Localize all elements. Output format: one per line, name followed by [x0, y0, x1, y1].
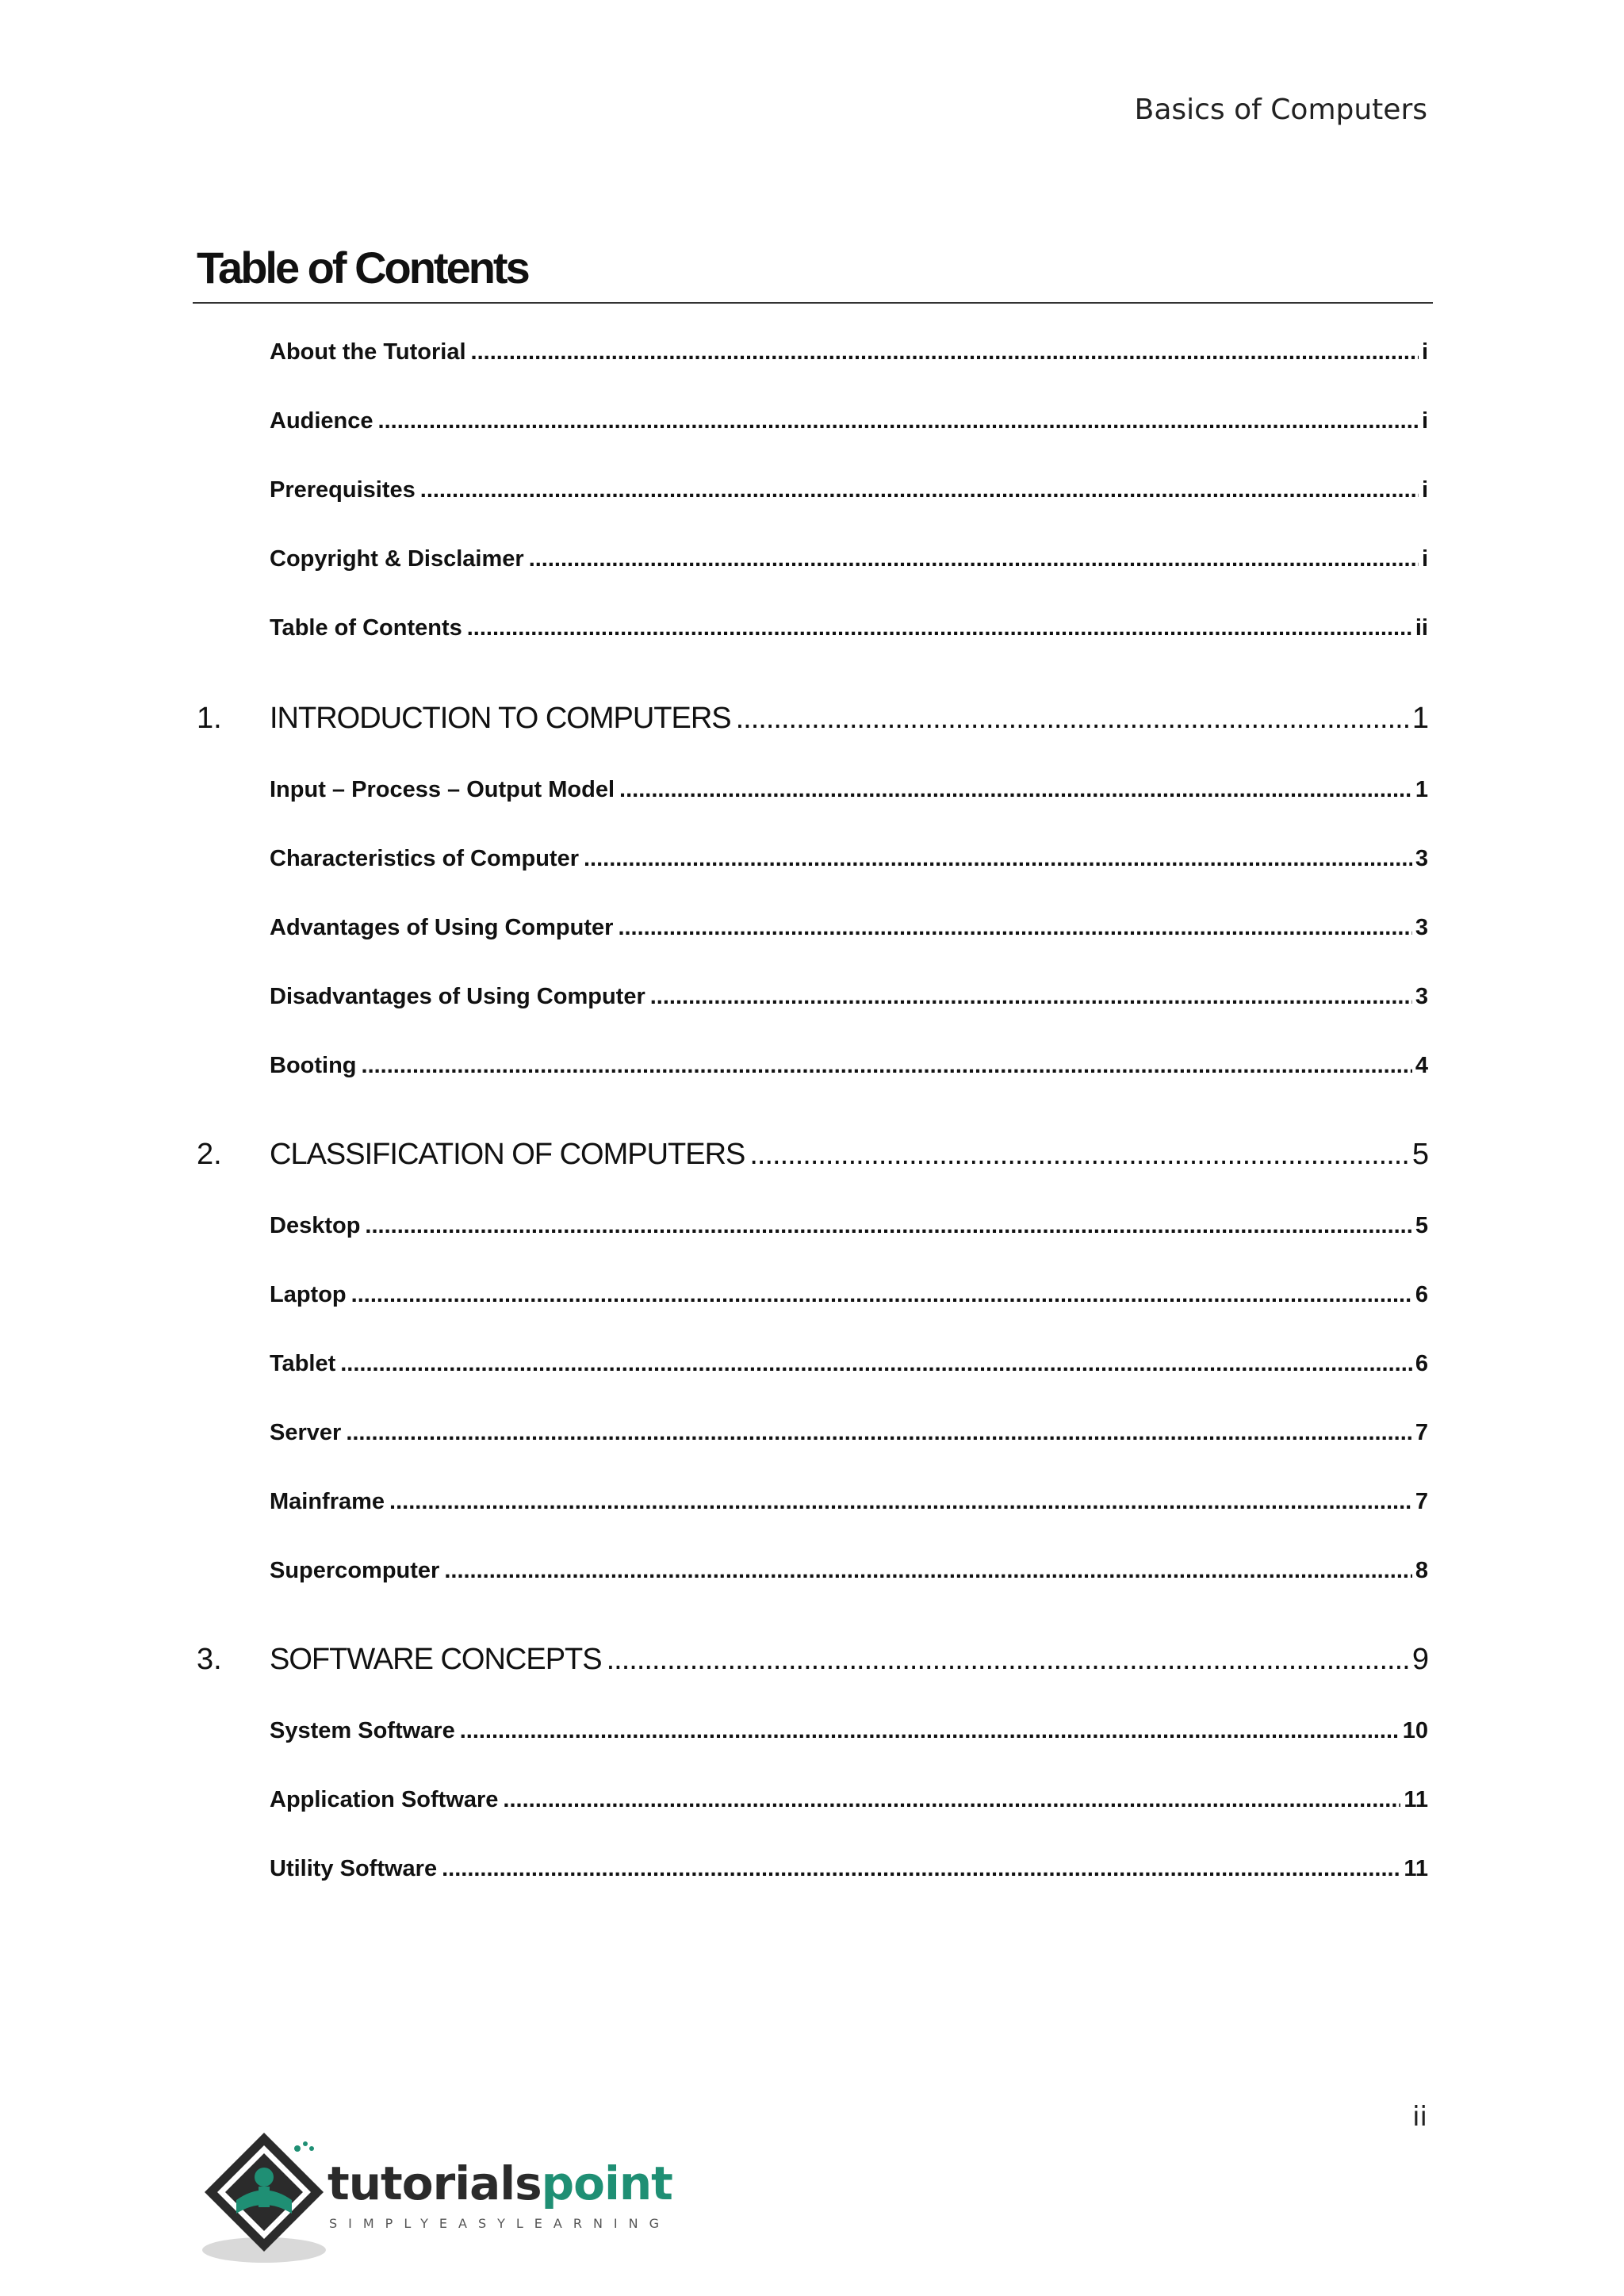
toc-entry-label: Prerequisites	[270, 477, 416, 503]
toc-leader-dots	[618, 915, 1411, 941]
page-number: ii	[1412, 2101, 1427, 2133]
logo-wordmark-part1: tutorials	[327, 2156, 542, 2210]
toc-entry-page: 11	[1404, 1856, 1428, 1881]
toc-entry-desktop[interactable]	[270, 1213, 1428, 1239]
toc-leader-dots	[420, 477, 1419, 503]
toc-entry-supercomputer[interactable]	[270, 1558, 1428, 1584]
toc-entry-label: Input – Process – Output Model	[270, 777, 615, 802]
toc-entry-label: System Software	[270, 1718, 455, 1743]
toc-leader-dots	[607, 1643, 1409, 1677]
logo-wordmark	[327, 2156, 672, 2210]
toc-entry-page: 5	[1415, 1213, 1428, 1238]
toc-entry-label: Tablet	[270, 1351, 336, 1376]
toc-entry-label: About the Tutorial	[270, 339, 466, 365]
toc-leader-dots	[378, 408, 1419, 434]
toc-entry-label: Table of Contents	[270, 615, 462, 641]
toc-entry-label: Utility Software	[270, 1856, 438, 1881]
chapter-title: INTRODUCTION TO COMPUTERS	[270, 702, 731, 735]
toc-entry-page: 3	[1415, 846, 1428, 871]
toc-entry-advantages-of-using-computer[interactable]	[270, 915, 1428, 941]
chapter-title: SOFTWARE CONCEPTS	[270, 1643, 602, 1676]
toc-chapter-1[interactable]	[270, 702, 1428, 736]
toc-entry-page: 1	[1415, 777, 1428, 802]
toc-entry-label: Characteristics of Computer	[270, 846, 579, 871]
toc-entry-label: Audience	[270, 408, 373, 434]
toc-entry-tablet[interactable]	[270, 1351, 1428, 1377]
toc-leader-dots	[340, 1351, 1412, 1377]
toc-entry-page: 3	[1415, 984, 1428, 1009]
toc-leader-dots	[362, 1053, 1412, 1079]
toc-chapter-3[interactable]	[270, 1643, 1428, 1677]
toc-leader-dots	[529, 546, 1419, 572]
tutorialspoint-logo	[193, 2125, 672, 2267]
toc-entry-page: 8	[1415, 1558, 1428, 1583]
toc-entry-label: Supercomputer	[270, 1558, 440, 1583]
logo-tagline: SIMPLYEASYLEARNING	[329, 2216, 671, 2231]
toc-entry-page: i	[1421, 477, 1428, 503]
toc-entry-utility-software[interactable]	[270, 1856, 1428, 1882]
toc-entry-table-of-contents[interactable]	[270, 615, 1428, 641]
toc-entry-page: 10	[1402, 1718, 1428, 1743]
toc-entry-page: 3	[1415, 915, 1428, 940]
chapter-page: 9	[1411, 1643, 1428, 1676]
toc-title: Table of Contents	[197, 243, 528, 293]
toc-entry-label: Advantages of Using Computer	[270, 915, 614, 940]
toc-entry-page: 7	[1415, 1420, 1428, 1445]
toc-leader-dots	[650, 984, 1412, 1010]
toc-entry-characteristics-of-computer[interactable]	[270, 846, 1428, 872]
toc-leader-dots	[503, 1787, 1400, 1813]
toc-entry-system-software[interactable]	[270, 1718, 1428, 1744]
toc-entry-server[interactable]	[270, 1420, 1428, 1446]
toc-leader-dots	[736, 702, 1409, 736]
logo-emblem-icon	[193, 2125, 335, 2267]
toc-leader-dots	[346, 1420, 1412, 1446]
toc-entry-label: Booting	[270, 1053, 357, 1078]
chapter-number: 3.	[197, 1643, 222, 1676]
toc-entry-page: 6	[1415, 1351, 1428, 1376]
toc-leader-dots	[351, 1282, 1412, 1308]
toc-entry-page: i	[1421, 339, 1428, 365]
toc-entry-label: Server	[270, 1420, 342, 1445]
toc-entry-label: Disadvantages of Using Computer	[270, 984, 645, 1009]
title-rule	[193, 302, 1433, 304]
toc-leader-dots	[584, 846, 1412, 872]
toc-leader-dots	[460, 1718, 1400, 1744]
toc-entry-copyright-disclaimer[interactable]	[270, 546, 1428, 572]
chapter-page: 5	[1411, 1138, 1428, 1171]
toc-entry-prerequisites[interactable]	[270, 477, 1428, 503]
toc-entry-about-the-tutorial[interactable]	[270, 339, 1428, 365]
toc-entry-label: Desktop	[270, 1213, 361, 1238]
toc-entry-label: Application Software	[270, 1787, 499, 1812]
toc-leader-dots	[467, 615, 1412, 641]
toc-entry-page: i	[1421, 408, 1428, 434]
toc-leader-dots	[619, 777, 1412, 803]
toc-leader-dots	[444, 1558, 1412, 1584]
toc-entry-laptop[interactable]	[270, 1282, 1428, 1308]
chapter-number: 2.	[197, 1138, 222, 1171]
toc-entry-audience[interactable]	[270, 408, 1428, 434]
toc-leader-dots	[442, 1856, 1400, 1882]
toc-entry-disadvantages-of-using-computer[interactable]	[270, 984, 1428, 1010]
toc-entry-page: i	[1421, 546, 1428, 572]
logo-wordmark-part2: point	[541, 2156, 672, 2210]
toc-entry-page: 4	[1415, 1053, 1428, 1078]
toc-entry-page: 11	[1404, 1787, 1428, 1812]
chapter-page: 1	[1411, 702, 1428, 735]
toc-entry-page: ii	[1415, 615, 1428, 641]
toc-entry-label: Copyright & Disclaimer	[270, 546, 524, 572]
toc-entry-page: 7	[1415, 1489, 1428, 1514]
toc-entry-label: Laptop	[270, 1282, 347, 1307]
toc-entry-input-process-output-model[interactable]	[270, 777, 1428, 803]
chapter-title: CLASSIFICATION OF COMPUTERS	[270, 1138, 745, 1171]
toc-leader-dots	[471, 339, 1419, 365]
chapter-number: 1.	[197, 702, 222, 735]
toc-leader-dots	[749, 1138, 1409, 1172]
toc-leader-dots	[365, 1213, 1411, 1239]
toc-chapter-2[interactable]	[270, 1138, 1428, 1172]
toc-entry-page: 6	[1415, 1282, 1428, 1307]
toc-entry-mainframe[interactable]	[270, 1489, 1428, 1515]
toc-leader-dots	[389, 1489, 1412, 1515]
toc-entry-application-software[interactable]	[270, 1787, 1428, 1813]
toc-entry-label: Mainframe	[270, 1489, 385, 1514]
toc-entry-booting[interactable]	[270, 1053, 1428, 1079]
page-header: Basics of Computers	[1134, 94, 1427, 126]
